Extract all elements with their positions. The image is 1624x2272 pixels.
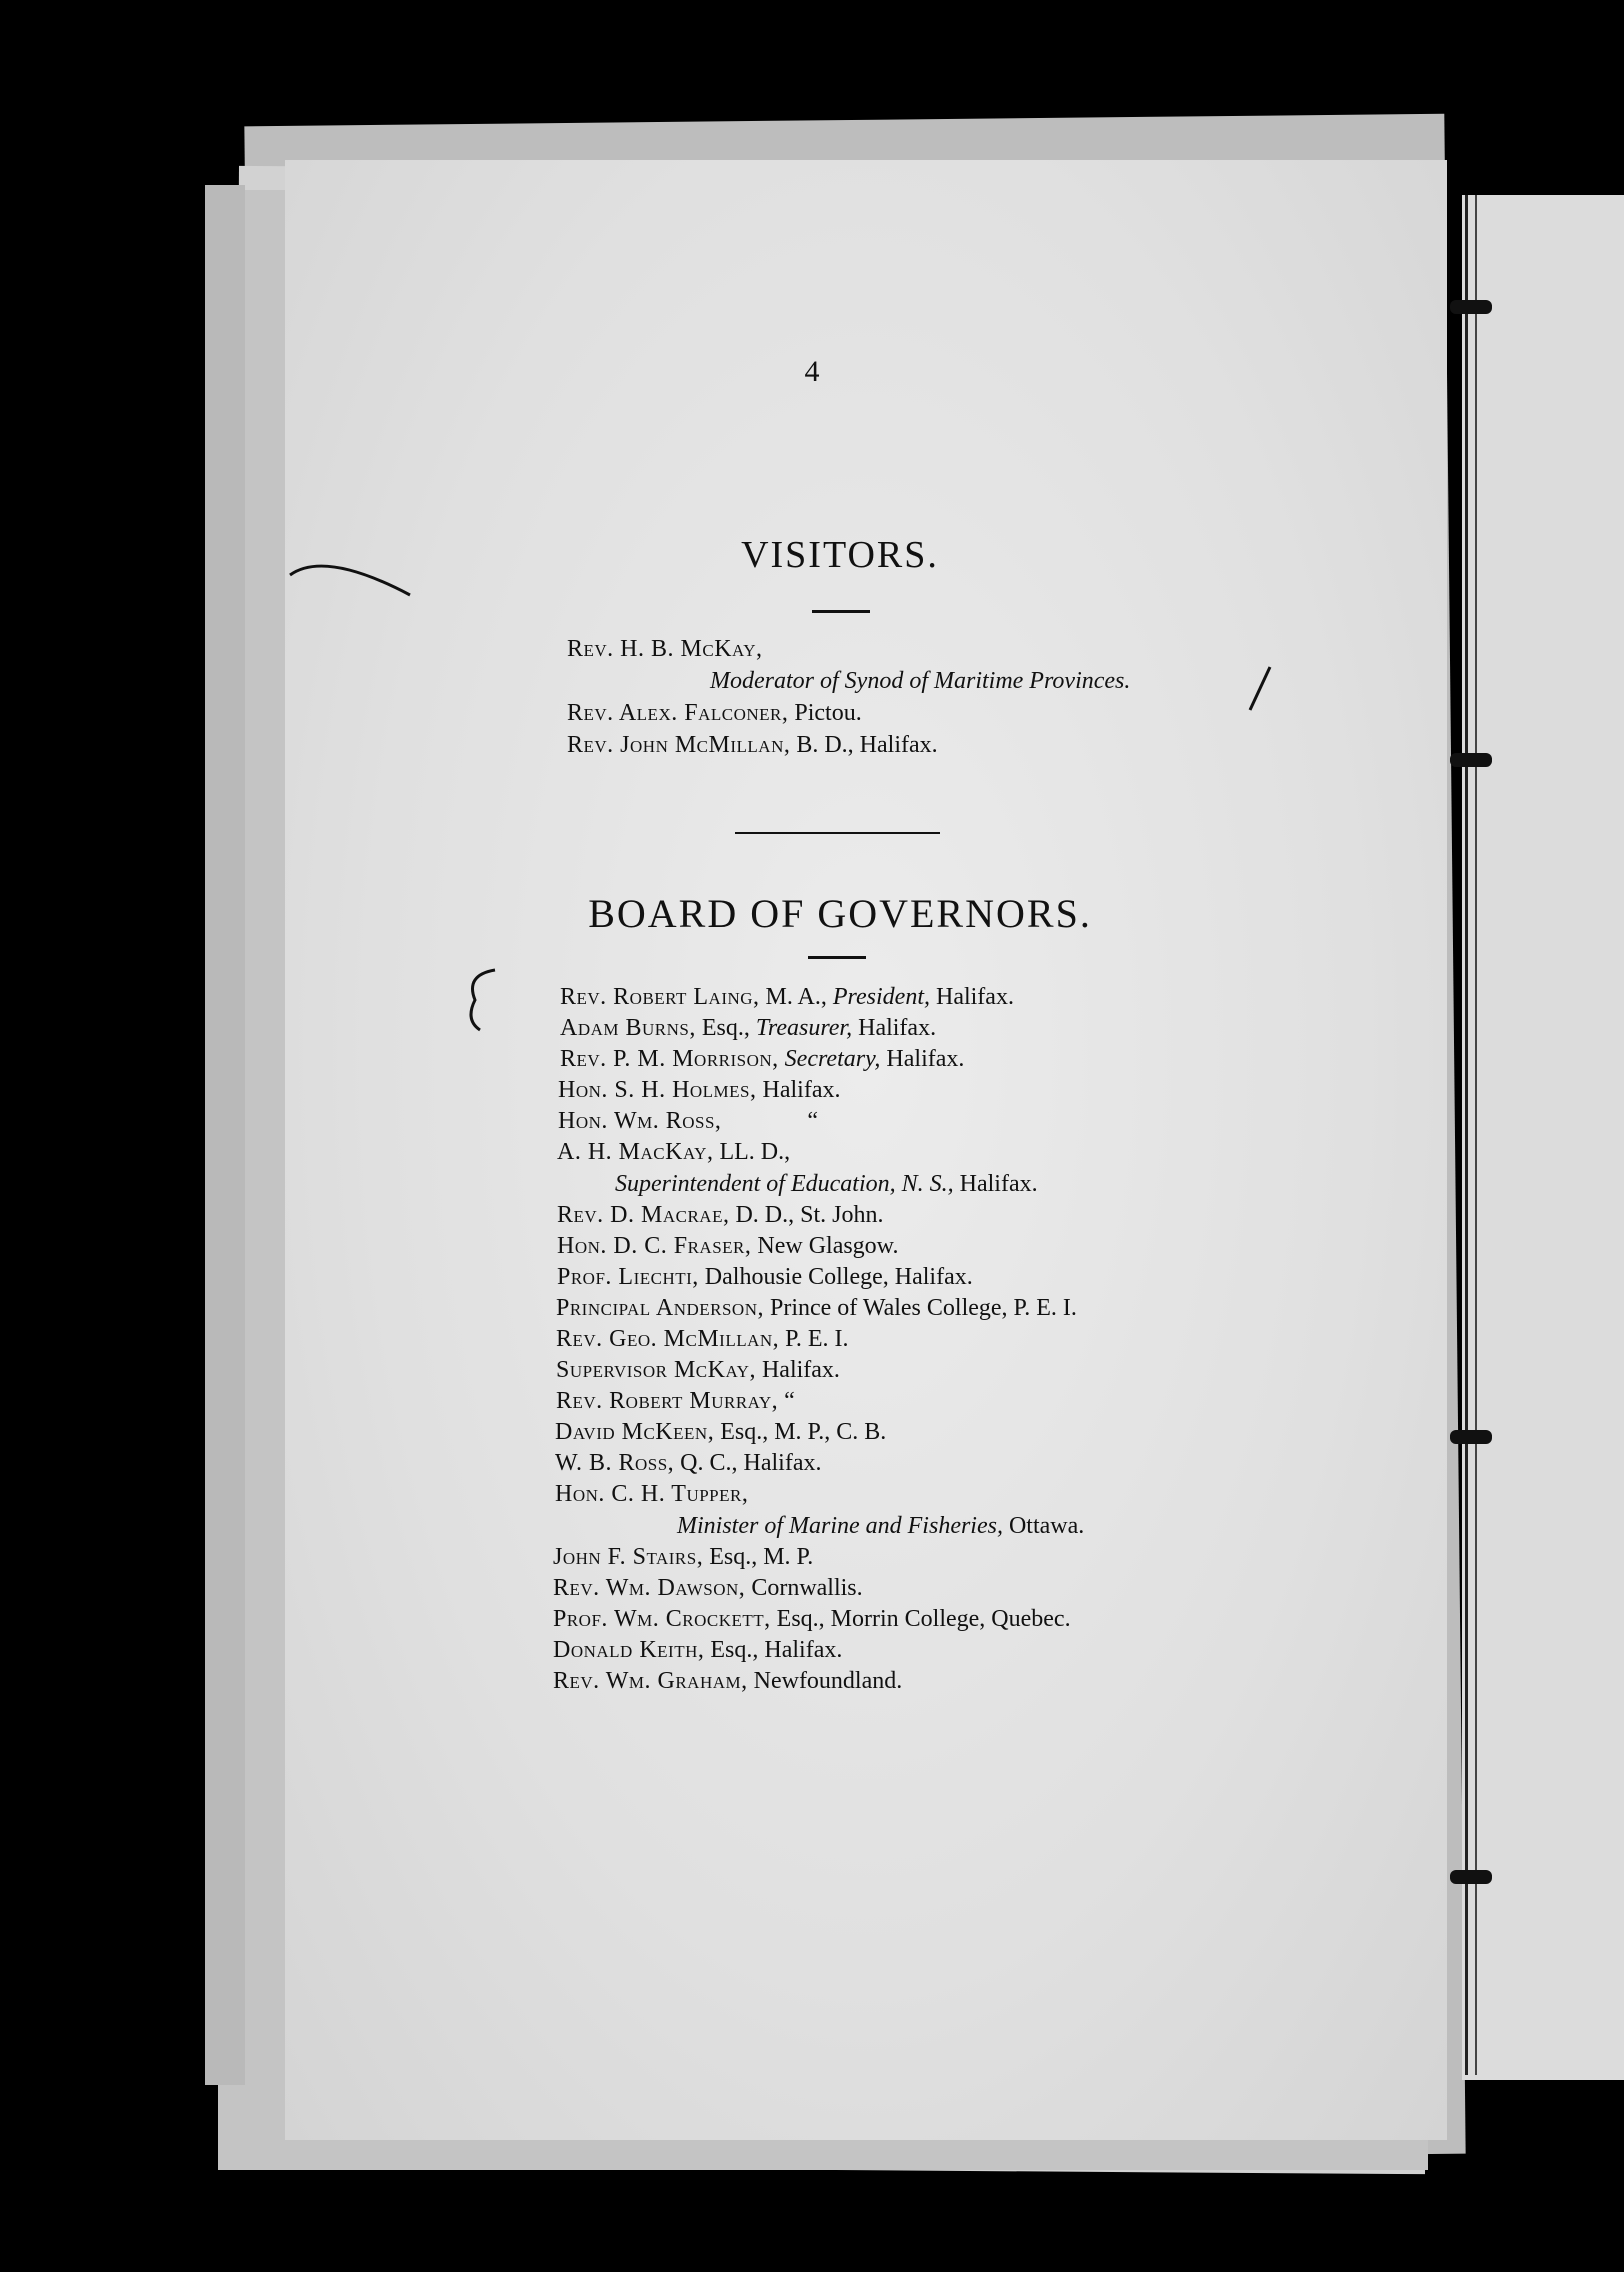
governor-entry xyxy=(553,1544,813,1571)
governor-place: Ottawa. xyxy=(1008,1513,1085,1539)
governor-place: Cornwallis. xyxy=(751,1575,863,1601)
governor-place: Halifax. xyxy=(858,1015,937,1041)
governor-place: New Glasgow. xyxy=(757,1233,899,1259)
governor-entry xyxy=(556,1326,849,1353)
governor-entry xyxy=(558,1077,840,1104)
governor-entry xyxy=(555,1481,748,1508)
governor-entry xyxy=(553,1637,842,1664)
bracket-mark xyxy=(460,965,500,1035)
governor-entry xyxy=(555,1450,821,1477)
binding-line xyxy=(1475,195,1477,2075)
governor-place: St. John. xyxy=(800,1202,884,1228)
governor-place: Halifax. xyxy=(762,1077,841,1103)
binding-stitch xyxy=(1450,753,1492,767)
governor-name: Hon. D. C. Fraser, xyxy=(557,1233,752,1259)
governor-name: Hon. Wm. Ross, xyxy=(558,1108,722,1134)
governor-name: Rev. Wm. Graham, xyxy=(553,1668,748,1694)
governor-name: Donald Keith, xyxy=(553,1637,705,1663)
governor-place: Halifax. xyxy=(935,984,1014,1010)
governor-name: Rev. D. Macrae, xyxy=(557,1202,730,1228)
governor-entry xyxy=(615,1171,1038,1198)
governor-entry xyxy=(558,1108,818,1135)
governor-place: Halifax. xyxy=(764,1637,843,1663)
governor-role: Superintendent of Education, N. S., xyxy=(615,1171,954,1197)
governor-place: Halifax. xyxy=(761,1357,840,1383)
governor-name: W. B. Ross, xyxy=(555,1450,675,1476)
page-number: 4 xyxy=(804,355,820,388)
governor-place: P. E. I. xyxy=(785,1326,849,1352)
governor-role: President, xyxy=(832,984,930,1010)
governor-role: Secretary, xyxy=(784,1046,881,1072)
section-heading-visitors: VISITORS. xyxy=(741,534,939,576)
visitor-title: Moderator of Synod of Maritime Provinces. xyxy=(710,668,1131,694)
binding-stitch xyxy=(1450,300,1492,314)
governor-name: Supervisor McKay, xyxy=(556,1357,756,1383)
governor-degree: M. A., xyxy=(765,984,827,1010)
governor-entry xyxy=(557,1202,884,1229)
heading-rule xyxy=(812,610,870,613)
governor-name: Rev. Geo. McMillan, xyxy=(556,1326,780,1352)
governor-entry xyxy=(556,1295,1077,1322)
section-separator xyxy=(735,832,940,834)
governor-entry xyxy=(560,984,1014,1011)
visitor-place: Pictou. xyxy=(794,700,862,726)
governor-entry xyxy=(557,1233,898,1260)
governor-place: Halifax. xyxy=(886,1046,965,1072)
governor-name: David McKeen, xyxy=(555,1419,715,1445)
governor-name: Prof. Liechti, xyxy=(557,1264,699,1290)
governor-degree: Esq., xyxy=(710,1637,759,1663)
governor-name: Rev. Robert Murray, xyxy=(556,1388,779,1414)
governor-place: “ xyxy=(784,1388,795,1414)
governor-degree: D. D., xyxy=(735,1202,795,1228)
governor-place: Dalhousie College, Halifax. xyxy=(704,1264,973,1290)
section-heading-board: BOARD OF GOVERNORS. xyxy=(588,891,1092,936)
governor-degree: LL. D., xyxy=(719,1139,791,1165)
visitor-entry xyxy=(567,700,862,727)
governor-entry xyxy=(556,1388,795,1415)
governor-name: A. H. MacKay, xyxy=(557,1139,714,1165)
binding-line xyxy=(1465,195,1468,2075)
governor-name: Rev. Robert Laing, xyxy=(560,984,760,1010)
governor-name: Rev. P. M. Morrison, xyxy=(560,1046,779,1072)
governor-entry xyxy=(560,1046,964,1073)
visitor-place: B. D., Halifax. xyxy=(796,732,938,758)
governor-entry xyxy=(553,1668,902,1695)
governor-entry xyxy=(557,1139,790,1166)
visitor-name: Rev. John McMillan, xyxy=(567,732,791,758)
heading-rule xyxy=(808,956,866,959)
governor-entry xyxy=(556,1357,840,1384)
document-page xyxy=(285,160,1447,2140)
governor-degree: Esq., xyxy=(701,1015,750,1041)
governor-degree: Esq., xyxy=(776,1606,825,1632)
binding-stitch xyxy=(1450,1870,1492,1884)
governor-entry xyxy=(555,1419,886,1446)
governor-entry xyxy=(553,1575,863,1602)
governor-name: Hon. C. H. Tupper, xyxy=(555,1481,749,1507)
governor-role: Minister of Marine and Fisheries, xyxy=(677,1513,1003,1539)
binding-stitch xyxy=(1450,1430,1492,1444)
governor-name: Principal Anderson, xyxy=(556,1295,764,1321)
visitor-name: Rev. H. B. McKay, xyxy=(567,636,763,662)
governor-place: “ xyxy=(807,1108,819,1134)
governor-degree: Q. C., xyxy=(680,1450,738,1476)
governor-place: Prince of Wales College, P. E. I. xyxy=(769,1295,1077,1321)
governor-name: John F. Stairs, xyxy=(553,1544,704,1570)
governor-name: Prof. Wm. Crockett, xyxy=(553,1606,771,1632)
governor-entry xyxy=(677,1513,1084,1540)
governor-entry xyxy=(553,1606,1071,1633)
governor-name: Adam Burns, xyxy=(560,1015,696,1041)
governor-degree: Esq., M. P., xyxy=(720,1419,831,1445)
governor-place: Newfoundland. xyxy=(753,1668,903,1694)
facing-page xyxy=(1462,195,1624,2080)
governor-name: Rev. Wm. Dawson, xyxy=(553,1575,746,1601)
governor-name: Hon. S. H. Holmes, xyxy=(558,1077,757,1103)
governor-place: Halifax. xyxy=(743,1450,822,1476)
page-edge xyxy=(205,185,245,2085)
pen-stroke-mark xyxy=(1245,665,1275,715)
visitor-entry xyxy=(567,732,938,759)
governor-place: Halifax. xyxy=(959,1171,1038,1197)
governor-place: Morrin College, Quebec. xyxy=(830,1606,1071,1632)
visitor-entry xyxy=(710,668,1130,695)
governor-role: Treasurer, xyxy=(755,1015,853,1041)
governor-entry xyxy=(560,1015,936,1042)
visitor-entry xyxy=(567,636,763,663)
visitor-name: Rev. Alex. Falconer, xyxy=(567,700,789,726)
governor-entry xyxy=(557,1264,973,1291)
governor-place: C. B. xyxy=(836,1419,887,1445)
governor-degree: Esq., M. P. xyxy=(709,1544,814,1570)
